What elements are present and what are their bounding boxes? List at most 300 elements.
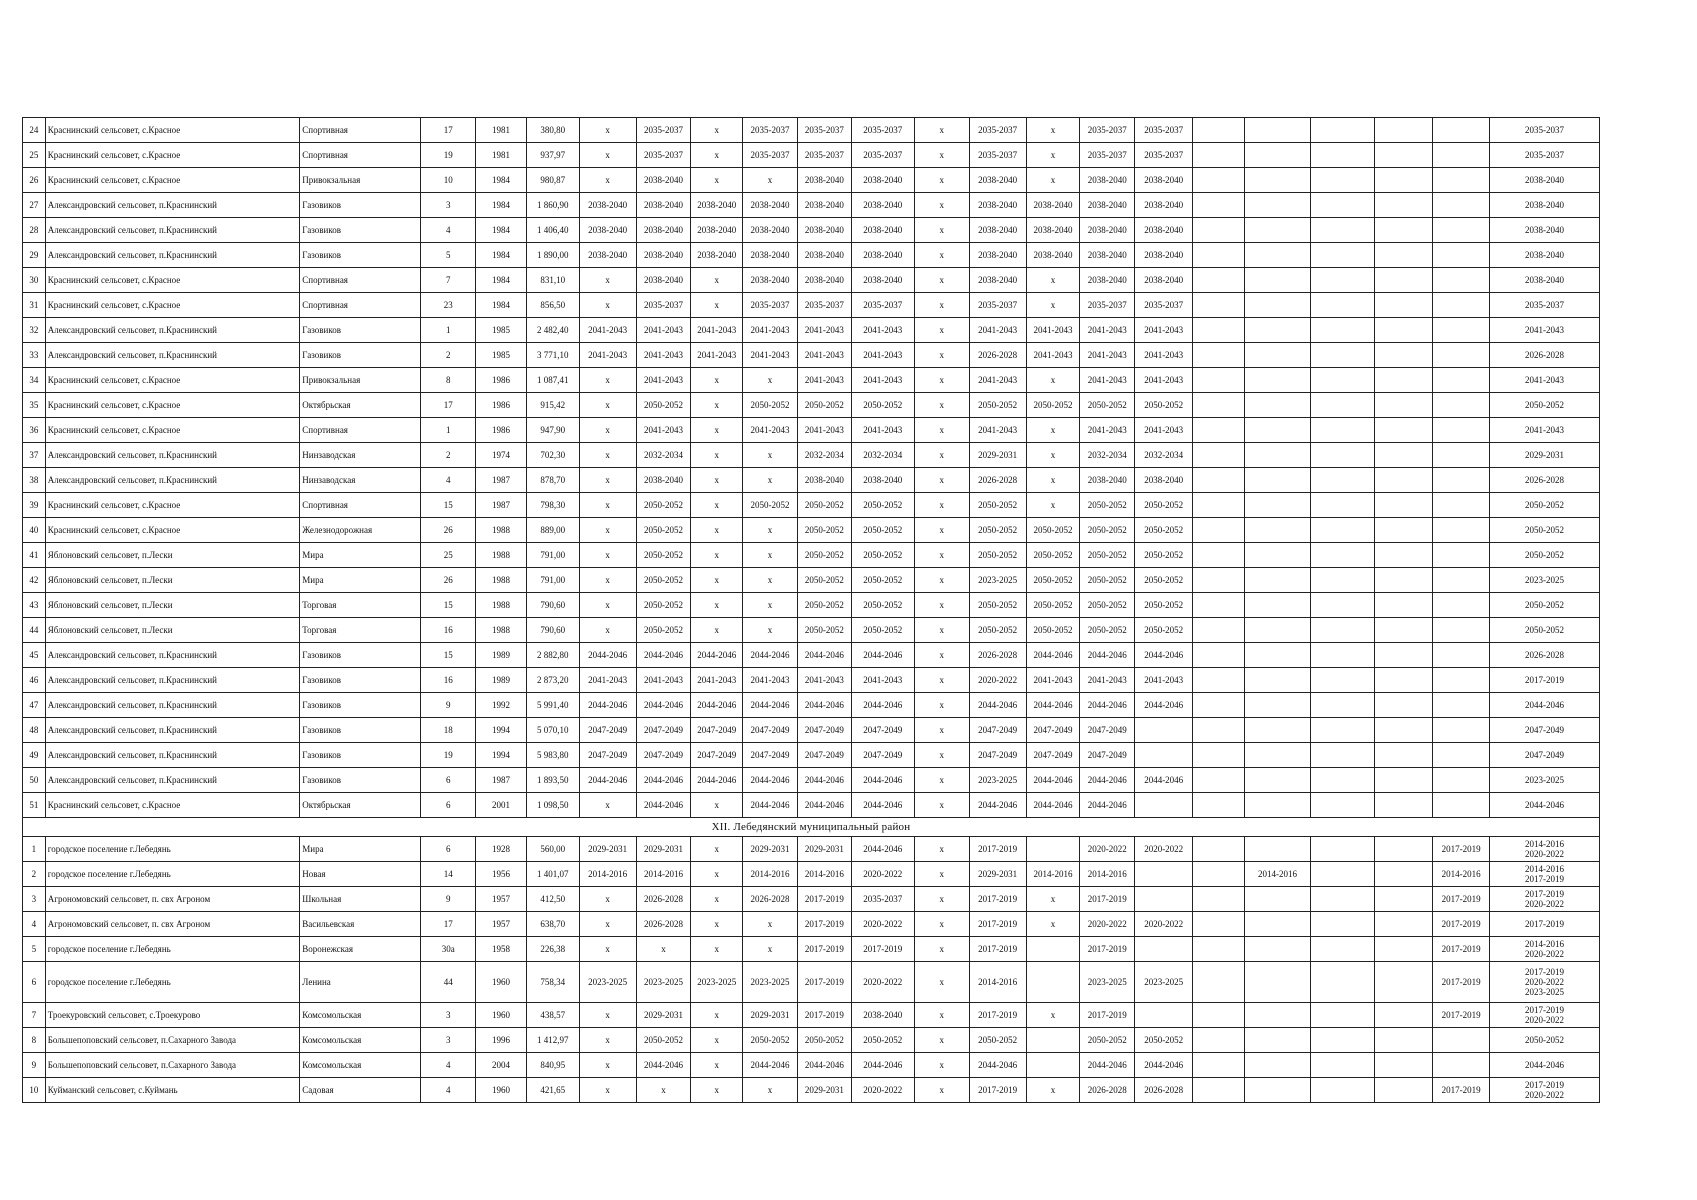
table-cell: x xyxy=(691,887,743,912)
table-cell: x xyxy=(1026,1078,1080,1103)
table-cell: Александровский сельсовет, п.Краснинский xyxy=(45,468,300,493)
table-cell: 1 098,50 xyxy=(526,793,579,818)
table-cell: x xyxy=(691,268,743,293)
table-cell: x xyxy=(743,568,798,593)
table-cell: 791,00 xyxy=(526,543,579,568)
table-cell xyxy=(1311,268,1375,293)
table-cell: 2038-2040 xyxy=(851,468,914,493)
table-cell xyxy=(1375,937,1433,962)
table-cell: 2047-2049 xyxy=(1080,743,1135,768)
table-cell: 2044-2046 xyxy=(743,793,798,818)
table-cell: 2038-2040 xyxy=(1135,193,1193,218)
table-cell xyxy=(1311,443,1375,468)
table-cell: 2047-2049 xyxy=(743,718,798,743)
table-cell: 4 xyxy=(23,912,46,937)
table-cell: 2 xyxy=(23,862,46,887)
table-cell: 2050-2052 xyxy=(969,593,1026,618)
table-cell: 2035-2037 xyxy=(851,887,914,912)
table-cell: 3 xyxy=(421,1028,476,1053)
table-cell: x xyxy=(914,168,969,193)
table-cell: 2035-2037 xyxy=(636,293,691,318)
table-cell: 1996 xyxy=(476,1028,527,1053)
table-cell: x xyxy=(743,1078,798,1103)
table-cell: 17 xyxy=(421,118,476,143)
table-cell xyxy=(1244,643,1310,668)
table-cell: 2038-2040 xyxy=(1026,193,1080,218)
table-cell: 2041-2043 xyxy=(851,668,914,693)
table-cell: 2050-2052 xyxy=(1135,518,1193,543)
table-cell xyxy=(1433,643,1490,668)
table-cell: 1984 xyxy=(476,268,527,293)
table-cell: 2026-2028 xyxy=(969,343,1026,368)
table-cell: 2038-2040 xyxy=(636,268,691,293)
table-cell: 8 xyxy=(23,1028,46,1053)
table-cell: 2044-2046 xyxy=(851,693,914,718)
table-cell xyxy=(1433,368,1490,393)
table-cell: 2050-2052 xyxy=(797,1028,851,1053)
table-cell: 2041-2043 xyxy=(797,418,851,443)
table-cell: 2 873,20 xyxy=(526,668,579,693)
table-cell xyxy=(1193,862,1245,887)
table-cell: 2044-2046 xyxy=(1080,643,1135,668)
table-cell: 2050-2052 xyxy=(851,618,914,643)
table-cell: x xyxy=(914,793,969,818)
table-cell: 3 xyxy=(421,1003,476,1028)
table-cell: x xyxy=(743,937,798,962)
table-cell xyxy=(1433,568,1490,593)
table-cell xyxy=(1026,1028,1080,1053)
table-cell: 2041-2043 xyxy=(969,318,1026,343)
table-cell: 2035-2037 xyxy=(1080,143,1135,168)
table-cell: Краснинский сельсовет, с.Красное xyxy=(45,118,300,143)
table-cell: 2047-2049 xyxy=(1490,743,1600,768)
table-cell: 17 xyxy=(421,393,476,418)
table-cell: 3 xyxy=(421,193,476,218)
table-cell: Краснинский сельсовет, с.Красное xyxy=(45,493,300,518)
table-row xyxy=(23,443,1600,468)
table-cell: 1984 xyxy=(476,293,527,318)
table-cell: 2044-2046 xyxy=(969,693,1026,718)
table-row xyxy=(23,468,1600,493)
table-cell: 2047-2049 xyxy=(1026,718,1080,743)
table-cell: 2050-2052 xyxy=(851,518,914,543)
table-cell: x xyxy=(914,418,969,443)
table-cell: 2038-2040 xyxy=(636,468,691,493)
table-cell: 2047-2049 xyxy=(1080,718,1135,743)
table-cell: 2050-2052 xyxy=(743,1028,798,1053)
table-cell: x xyxy=(914,668,969,693)
table-cell xyxy=(1433,343,1490,368)
cell-line: 2017-2019 xyxy=(1525,1005,1565,1015)
table-cell xyxy=(1311,543,1375,568)
table-cell: 1 087,41 xyxy=(526,368,579,393)
table-row xyxy=(23,668,1600,693)
table-cell xyxy=(1244,912,1310,937)
table-cell xyxy=(1193,468,1245,493)
table-cell: 2041-2043 xyxy=(691,668,743,693)
table-cell: Краснинский сельсовет, с.Красное xyxy=(45,793,300,818)
table-cell: x xyxy=(691,543,743,568)
table-cell: 2014-2016 xyxy=(1026,862,1080,887)
table-row xyxy=(23,518,1600,543)
table-cell xyxy=(1490,937,1600,962)
table-cell xyxy=(1375,468,1433,493)
table-row xyxy=(23,418,1600,443)
table-cell: Воронежская xyxy=(300,937,421,962)
table-cell: 2038-2040 xyxy=(579,218,636,243)
table-row xyxy=(23,887,1600,912)
table-cell: 2035-2037 xyxy=(969,118,1026,143)
table-cell: 2050-2052 xyxy=(636,593,691,618)
table-cell: 2050-2052 xyxy=(969,618,1026,643)
table-cell: 2023-2025 xyxy=(579,962,636,1003)
table-cell: 2044-2046 xyxy=(743,1053,798,1078)
table-cell: 1 860,90 xyxy=(526,193,579,218)
table-cell: x xyxy=(691,418,743,443)
table-cell: Привокзальная xyxy=(300,168,421,193)
table-cell: x xyxy=(914,887,969,912)
table-cell xyxy=(1193,962,1245,1003)
table-cell: 2050-2052 xyxy=(1135,568,1193,593)
table-cell: 2038-2040 xyxy=(636,168,691,193)
table-cell xyxy=(1244,118,1310,143)
table-cell xyxy=(1193,368,1245,393)
table-cell: 2038-2040 xyxy=(851,243,914,268)
table-cell: 51 xyxy=(23,793,46,818)
table-cell: 2038-2040 xyxy=(851,268,914,293)
table-cell: x xyxy=(691,837,743,862)
table-cell: 2041-2043 xyxy=(1135,668,1193,693)
table-cell: 421,65 xyxy=(526,1078,579,1103)
table-cell: x xyxy=(636,1078,691,1103)
table-cell: x xyxy=(914,143,969,168)
table-cell xyxy=(1193,443,1245,468)
table-cell: 2023-2025 xyxy=(691,962,743,1003)
table-cell: Краснинский сельсовет, с.Красное xyxy=(45,293,300,318)
table-cell: 2020-2022 xyxy=(1135,912,1193,937)
table-cell: 2038-2040 xyxy=(969,193,1026,218)
table-cell: 1960 xyxy=(476,962,527,1003)
table-cell: 2035-2037 xyxy=(1490,143,1600,168)
table-cell xyxy=(1433,268,1490,293)
table-cell: 2041-2043 xyxy=(1080,418,1135,443)
table-cell: 48 xyxy=(23,718,46,743)
table-cell xyxy=(1135,1003,1193,1028)
table-cell: 878,70 xyxy=(526,468,579,493)
table-cell: 2026-2028 xyxy=(1490,343,1600,368)
table-cell xyxy=(1244,318,1310,343)
table-cell: x xyxy=(691,293,743,318)
table-cell: 6 xyxy=(23,962,46,1003)
table-cell: x xyxy=(1026,268,1080,293)
table-cell xyxy=(1433,243,1490,268)
table-cell: x xyxy=(743,443,798,468)
table-cell: Спортивная xyxy=(300,143,421,168)
table-cell: x xyxy=(579,418,636,443)
table-cell: 1984 xyxy=(476,243,527,268)
table-cell: Агрономовский сельсовет, п. свх Агроном xyxy=(45,912,300,937)
table-cell: x xyxy=(914,493,969,518)
table-cell: 2038-2040 xyxy=(1490,218,1600,243)
table-cell: x xyxy=(691,468,743,493)
table-cell: 1928 xyxy=(476,837,527,862)
table-cell: 2041-2043 xyxy=(1490,418,1600,443)
table-cell: 2035-2037 xyxy=(797,293,851,318)
table-row xyxy=(23,962,1600,1003)
table-cell: 15 xyxy=(421,643,476,668)
table-cell: Торговая xyxy=(300,593,421,618)
table-cell: x xyxy=(579,393,636,418)
table-cell: 19 xyxy=(421,743,476,768)
table-cell: 856,50 xyxy=(526,293,579,318)
table-cell: 2041-2043 xyxy=(969,368,1026,393)
table-cell: x xyxy=(579,443,636,468)
cell-line: 2020-2022 xyxy=(1525,1015,1565,1025)
table-cell: 2050-2052 xyxy=(797,543,851,568)
table-cell: 2041-2043 xyxy=(1135,318,1193,343)
table-cell: 1981 xyxy=(476,143,527,168)
table-cell: 2020-2022 xyxy=(1080,837,1135,862)
table-cell xyxy=(1244,293,1310,318)
table-cell: x xyxy=(743,468,798,493)
table-cell xyxy=(1433,693,1490,718)
table-row xyxy=(23,393,1600,418)
table-cell: 2044-2046 xyxy=(691,693,743,718)
table-cell: 2017-2019 xyxy=(1433,962,1490,1003)
table-cell xyxy=(1193,793,1245,818)
table-cell: Школьная xyxy=(300,887,421,912)
table-cell: 2050-2052 xyxy=(1026,568,1080,593)
table-cell: 1 401,07 xyxy=(526,862,579,887)
table-cell: x xyxy=(914,293,969,318)
table-cell: 36 xyxy=(23,418,46,443)
table-cell: 2050-2052 xyxy=(743,493,798,518)
table-cell: Большепоповский сельсовет, п.Сахарного Завода xyxy=(45,1053,300,1078)
table-cell: 2050-2052 xyxy=(636,493,691,518)
table-cell: 638,70 xyxy=(526,912,579,937)
table-cell xyxy=(1311,418,1375,443)
table-cell: x xyxy=(1026,418,1080,443)
table-cell: Комсомольская xyxy=(300,1028,421,1053)
document-sheet xyxy=(22,117,1600,1103)
table-cell: 2017-2019 xyxy=(969,912,1026,937)
table-cell: x xyxy=(1026,293,1080,318)
table-cell: x xyxy=(691,518,743,543)
table-cell: x xyxy=(1026,168,1080,193)
table-cell: x xyxy=(579,368,636,393)
table-cell: Яблоновский сельсовет, п.Лески xyxy=(45,618,300,643)
table-cell xyxy=(1311,862,1375,887)
table-cell xyxy=(1375,218,1433,243)
table-cell xyxy=(1311,1028,1375,1053)
table-cell: 2017-2019 xyxy=(797,887,851,912)
table-cell: 2026-2028 xyxy=(969,643,1026,668)
table-cell: x xyxy=(691,1053,743,1078)
table-cell xyxy=(1244,1078,1310,1103)
table-cell: 2017-2019 xyxy=(797,1003,851,1028)
table-cell: 2038-2040 xyxy=(1490,243,1600,268)
table-cell: 790,60 xyxy=(526,618,579,643)
table-cell xyxy=(1433,518,1490,543)
table-cell: Газовиков xyxy=(300,668,421,693)
table-cell: 2035-2037 xyxy=(851,118,914,143)
table-cell: 1 xyxy=(23,837,46,862)
table-cell xyxy=(1193,693,1245,718)
table-cell: 2029-2031 xyxy=(636,837,691,862)
table-cell: 2050-2052 xyxy=(969,518,1026,543)
table-cell: x xyxy=(691,593,743,618)
table-cell: 2038-2040 xyxy=(969,243,1026,268)
table-cell: 2038-2040 xyxy=(1135,468,1193,493)
table-cell: 1987 xyxy=(476,493,527,518)
table-cell xyxy=(1244,618,1310,643)
table-cell: 2038-2040 xyxy=(636,193,691,218)
cell-line: 2050-2052 xyxy=(1525,1035,1565,1045)
table-cell: 2050-2052 xyxy=(1135,1028,1193,1053)
table-cell xyxy=(1433,193,1490,218)
table-cell: x xyxy=(914,393,969,418)
table-cell: 2047-2049 xyxy=(691,743,743,768)
table-cell: 2050-2052 xyxy=(1026,618,1080,643)
table-cell: городское поселение г.Лебедянь xyxy=(45,962,300,1003)
table-cell: x xyxy=(1026,1003,1080,1028)
table-cell xyxy=(1193,1053,1245,1078)
table-cell: 42 xyxy=(23,568,46,593)
cell-line: 2017-2019 xyxy=(1525,919,1565,929)
table-cell: x xyxy=(691,793,743,818)
cell-line: 2020-2022 xyxy=(1525,977,1565,987)
table-cell: 44 xyxy=(23,618,46,643)
table-cell: 2050-2052 xyxy=(797,568,851,593)
table-cell: 5 xyxy=(23,937,46,962)
table-cell xyxy=(1490,912,1600,937)
table-cell: x xyxy=(914,618,969,643)
table-row xyxy=(23,368,1600,393)
table-cell: городское поселение г.Лебедянь xyxy=(45,862,300,887)
table-cell: 2044-2046 xyxy=(691,643,743,668)
table-cell: 34 xyxy=(23,368,46,393)
table-cell xyxy=(1375,1003,1433,1028)
table-cell: 33 xyxy=(23,343,46,368)
table-cell: 1985 xyxy=(476,318,527,343)
table-row xyxy=(23,693,1600,718)
table-cell: 2038-2040 xyxy=(743,193,798,218)
table-cell: Александровский сельсовет, п.Краснинский xyxy=(45,743,300,768)
table-cell: 2041-2043 xyxy=(797,368,851,393)
table-cell: 2038-2040 xyxy=(1490,268,1600,293)
table-cell: x xyxy=(579,293,636,318)
table-cell: 6 xyxy=(421,793,476,818)
table-cell: 2035-2037 xyxy=(1080,118,1135,143)
table-cell xyxy=(1193,243,1245,268)
table-cell: 2041-2043 xyxy=(743,343,798,368)
table-cell: Газовиков xyxy=(300,318,421,343)
table-row xyxy=(23,318,1600,343)
table-cell xyxy=(1311,193,1375,218)
table-cell: 2050-2052 xyxy=(797,618,851,643)
table-cell xyxy=(1490,887,1600,912)
table-cell: x xyxy=(914,368,969,393)
table-cell: 46 xyxy=(23,668,46,693)
table-cell: 2038-2040 xyxy=(691,243,743,268)
table-cell: 2047-2049 xyxy=(579,743,636,768)
table-cell: 2044-2046 xyxy=(579,693,636,718)
table-cell: 2047-2049 xyxy=(636,743,691,768)
table-cell: x xyxy=(743,618,798,643)
table-cell: 2014-2016 xyxy=(1244,862,1310,887)
table-cell: 3 xyxy=(23,887,46,912)
table-cell: 798,30 xyxy=(526,493,579,518)
table-cell xyxy=(1311,1078,1375,1103)
table-cell xyxy=(1433,443,1490,468)
table-row xyxy=(23,593,1600,618)
table-cell xyxy=(1375,593,1433,618)
table-cell: 2044-2046 xyxy=(636,793,691,818)
table-cell: 2050-2052 xyxy=(1490,493,1600,518)
table-cell: 2038-2040 xyxy=(1135,218,1193,243)
table-cell: 2041-2043 xyxy=(1026,668,1080,693)
table-cell: 2044-2046 xyxy=(743,768,798,793)
table-row xyxy=(23,243,1600,268)
table-cell: 2047-2049 xyxy=(1026,743,1080,768)
table-cell: Спортивная xyxy=(300,293,421,318)
table-cell: 4 xyxy=(421,218,476,243)
table-cell: x xyxy=(914,643,969,668)
table-cell xyxy=(1244,468,1310,493)
cell-line: 2017-2019 xyxy=(1525,967,1565,977)
table-cell xyxy=(1244,418,1310,443)
table-cell: x xyxy=(914,718,969,743)
table-cell: 30 xyxy=(23,268,46,293)
table-cell: x xyxy=(579,1078,636,1103)
table-cell: 2047-2049 xyxy=(743,743,798,768)
table-cell: 7 xyxy=(23,1003,46,1028)
table-cell xyxy=(1193,393,1245,418)
table-cell: 2050-2052 xyxy=(969,493,1026,518)
table-cell: x xyxy=(1026,368,1080,393)
table-cell: 2050-2052 xyxy=(636,518,691,543)
table-cell: 2017-2019 xyxy=(969,1078,1026,1103)
table-cell: 2038-2040 xyxy=(851,193,914,218)
table-cell xyxy=(1193,1078,1245,1103)
table-cell: 2038-2040 xyxy=(1026,218,1080,243)
table-cell xyxy=(1490,1078,1600,1103)
schedule-table xyxy=(22,117,1600,1103)
table-cell: 2017-2019 xyxy=(1080,1003,1135,1028)
table-cell: x xyxy=(914,343,969,368)
table-cell: Нинзаводская xyxy=(300,443,421,468)
cell-line: 2020-2022 xyxy=(1525,849,1565,859)
table-cell: 2017-2019 xyxy=(851,937,914,962)
table-cell: 2050-2052 xyxy=(636,568,691,593)
table-cell: 2032-2034 xyxy=(636,443,691,468)
table-cell: 2041-2043 xyxy=(1135,368,1193,393)
table-cell xyxy=(1193,143,1245,168)
table-cell: x xyxy=(914,1078,969,1103)
table-cell: 2035-2037 xyxy=(851,143,914,168)
table-cell: 2017-2019 xyxy=(1433,887,1490,912)
table-cell: 25 xyxy=(421,543,476,568)
table-cell xyxy=(1375,862,1433,887)
table-cell: 2023-2025 xyxy=(969,768,1026,793)
table-cell: 947,90 xyxy=(526,418,579,443)
table-cell: 2035-2037 xyxy=(797,118,851,143)
table-cell xyxy=(1193,343,1245,368)
table-cell: 1984 xyxy=(476,193,527,218)
table-cell: 2020-2022 xyxy=(851,962,914,1003)
table-cell: 2044-2046 xyxy=(851,837,914,862)
table-cell: 2050-2052 xyxy=(851,568,914,593)
